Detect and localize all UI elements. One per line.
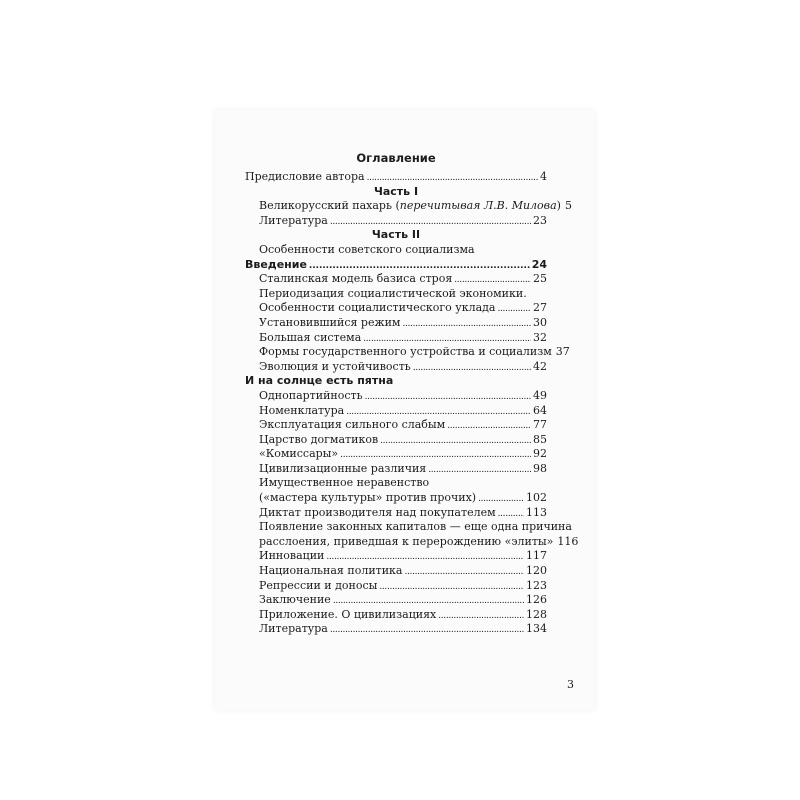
toc-entry-page: 5: [564, 199, 572, 213]
toc-entry-text: Царство догматиков: [259, 432, 379, 446]
toc-entry-title: [259, 447, 338, 462]
toc-entry: [245, 534, 579, 550]
toc-entry-page: 24: [531, 257, 547, 271]
toc-entry-text: Введение: [245, 257, 307, 271]
dot-leader: [497, 301, 531, 317]
toc-entry-text: Литература: [259, 622, 328, 636]
toc-entry-page: 113: [526, 505, 547, 519]
toc-entry-page: 102: [526, 491, 547, 505]
dot-leader: [413, 360, 531, 376]
toc-entry-text: Великорусский пахарь (: [259, 199, 400, 213]
toc-entry: [245, 506, 547, 521]
toc-entry-text: Номенклатура: [259, 403, 345, 417]
dot-leader: [380, 433, 531, 449]
toc-entry-title: [259, 462, 426, 477]
toc-entry: [245, 476, 547, 491]
toc-entry-title: [259, 535, 553, 550]
table-of-contents: [245, 150, 579, 637]
dot-leader: [438, 608, 524, 624]
toc-entry-text: Имущественное неравенство: [259, 476, 430, 490]
toc-entry: [245, 374, 547, 389]
toc-entry: [245, 404, 547, 419]
toc-entry: [245, 316, 547, 331]
toc-entry-page: 123: [526, 578, 547, 592]
toc-entry: [245, 199, 572, 214]
toc-entry: [245, 243, 547, 258]
toc-entry: [245, 549, 547, 564]
toc-entry: [245, 593, 547, 608]
toc-entry-text: Литература: [259, 213, 328, 227]
toc-entry-page: 32: [533, 330, 547, 344]
toc-entry-title: [259, 331, 361, 346]
dot-leader: [309, 258, 530, 274]
toc-entry-title: [245, 374, 393, 389]
dot-leader: [363, 331, 531, 347]
toc-entry-title: [259, 287, 527, 302]
toc-entry-title: [259, 418, 445, 433]
toc-entry: [245, 272, 547, 287]
toc-entry-title: [259, 549, 324, 564]
toc-entry: [245, 185, 547, 200]
dot-leader: [326, 549, 524, 565]
toc-entry-text: Эволюция и устойчивость: [259, 359, 411, 373]
toc-entry: [245, 579, 547, 594]
dot-leader: [454, 272, 531, 288]
toc-entry-title: [259, 476, 429, 491]
toc-entry-text: Появление законных капиталов — еще одна причина: [259, 520, 572, 534]
toc-entry-text: Большая система: [259, 330, 362, 344]
toc-entry-italic: перечитывая Л.В. Милова: [399, 199, 557, 213]
toc-entry: [245, 360, 547, 375]
toc-entry: [245, 331, 547, 346]
toc-entry-page: 92: [533, 447, 547, 461]
toc-entry-text: Часть I: [373, 184, 419, 198]
toc-entry-title: [259, 608, 436, 623]
toc-entry-page: 126: [526, 593, 547, 607]
toc-entry-title: [259, 301, 495, 316]
toc-entry-title: [259, 520, 572, 535]
toc-entry: [245, 462, 547, 477]
toc-entry-text: Приложение. О цивилизациях: [259, 607, 437, 621]
dot-leader: [379, 579, 524, 595]
toc-entry-page: 37: [555, 345, 570, 359]
toc-entry-text: Репрессии и доносы: [259, 578, 378, 592]
toc-entry-page: 134: [526, 622, 547, 636]
toc-entry-page: 4: [540, 170, 547, 183]
toc-entry-title: [259, 622, 328, 637]
toc-entry: [245, 491, 547, 506]
toc-entry-page: 64: [533, 403, 547, 417]
toc-entry-text: Формы государственного устройства и социализм: [259, 345, 552, 359]
toc-entry-page: 25: [533, 272, 547, 286]
toc-entry-page: 27: [533, 301, 547, 315]
dot-leader: [428, 462, 531, 478]
toc-entry: [245, 345, 570, 360]
toc-entry-title: [259, 316, 400, 331]
toc-entry-text: Инновации: [259, 549, 325, 563]
toc-entry-page: 120: [526, 564, 547, 578]
toc-entry-text: Однопартийность: [259, 388, 363, 402]
toc-entry-title: [259, 433, 378, 448]
toc-entry-page: 128: [526, 607, 547, 621]
toc-entry: [245, 170, 547, 185]
toc-entry-text: Периодизация социалистической экономики.: [259, 286, 527, 300]
toc-entry-title: [259, 506, 496, 521]
toc-entry-text: Особенности советского социализма: [259, 242, 475, 256]
toc-entry-title: [245, 170, 365, 185]
toc-entry-page: 85: [533, 432, 547, 446]
toc-entry-text: Часть II: [371, 228, 421, 242]
toc-entry-page: 49: [533, 388, 547, 402]
toc-entry: [245, 520, 572, 535]
toc-entry: [245, 301, 547, 316]
toc-entry-page: 23: [533, 213, 547, 227]
dot-leader: [405, 564, 525, 580]
toc-entry-page: 77: [533, 418, 547, 432]
toc-entry-page: 42: [533, 359, 547, 373]
toc-entry-title: [372, 228, 420, 243]
dot-leader: [365, 389, 531, 405]
toc-entry-text: Сталинская модель базиса строя: [259, 272, 453, 286]
toc-entry: [245, 214, 547, 229]
dot-leader: [498, 506, 524, 522]
dot-leader: [367, 170, 538, 186]
toc-entry-title: [374, 185, 418, 200]
toc-entry-title: [259, 389, 363, 404]
toc-entry-text: Национальная политика: [259, 564, 403, 578]
toc-entries: [245, 170, 579, 637]
toc-entry: [245, 418, 547, 433]
toc-entry-title: [259, 243, 475, 258]
dot-leader: [330, 214, 531, 230]
toc-entry-title: [259, 593, 331, 608]
toc-entry: [245, 287, 547, 302]
toc-entry-title: [259, 564, 403, 579]
toc-entry-title: [259, 214, 328, 229]
dot-leader: [447, 418, 531, 434]
toc-entry-text: («мастера культуры» против прочих): [259, 491, 477, 505]
toc-entry-text: Цивилизационные различия: [259, 461, 427, 475]
toc-entry-text: Предисловие автора: [245, 170, 365, 183]
dot-leader: [333, 593, 524, 609]
toc-title: Оглавление: [356, 151, 436, 165]
toc-entry-page: 98: [533, 461, 547, 475]
page-number: 3: [567, 678, 574, 691]
toc-entry-page: 30: [533, 315, 547, 329]
toc-entry-title: [259, 272, 452, 287]
toc-entry-text: Эксплуатация сильного слабым: [259, 418, 446, 432]
dot-leader: [330, 622, 524, 638]
toc-entry-title: [259, 199, 561, 214]
toc-entry-text: И на солнце есть пятна: [245, 374, 394, 388]
toc-entry-text: Особенности социалистического уклада: [259, 301, 496, 315]
toc-entry-text-after: ): [556, 199, 561, 213]
toc-entry-page: 116: [557, 534, 579, 548]
toc-entry-title: [259, 404, 344, 419]
toc-entry-text: «Комиссары»: [259, 447, 339, 461]
toc-entry-title: [259, 360, 411, 375]
toc-entry: [245, 564, 547, 579]
toc-entry-text: Диктат производителя над покупателем: [259, 505, 496, 519]
toc-entry-title: [259, 579, 377, 594]
toc-entry-page: 117: [526, 549, 547, 563]
toc-entry: [245, 433, 547, 448]
toc-entry-text: Установившийся режим: [259, 315, 401, 329]
toc-entry: [245, 389, 547, 404]
toc-entry: [245, 258, 547, 273]
dot-leader: [340, 447, 531, 463]
dot-leader: [478, 491, 524, 507]
toc-entry-title: [259, 491, 476, 506]
toc-entry: [245, 622, 547, 637]
toc-entry-text: Заключение: [259, 593, 331, 607]
toc-entry: [245, 608, 547, 623]
toc-entry-title: [245, 258, 307, 273]
toc-entry-title: [259, 345, 552, 360]
toc-entry-text: расслоения, приведшая к перерождению «элиты»: [259, 534, 554, 548]
dot-leader: [402, 316, 531, 332]
dot-leader: [346, 404, 531, 420]
toc-entry: [245, 447, 547, 462]
toc-entry: [245, 228, 547, 243]
